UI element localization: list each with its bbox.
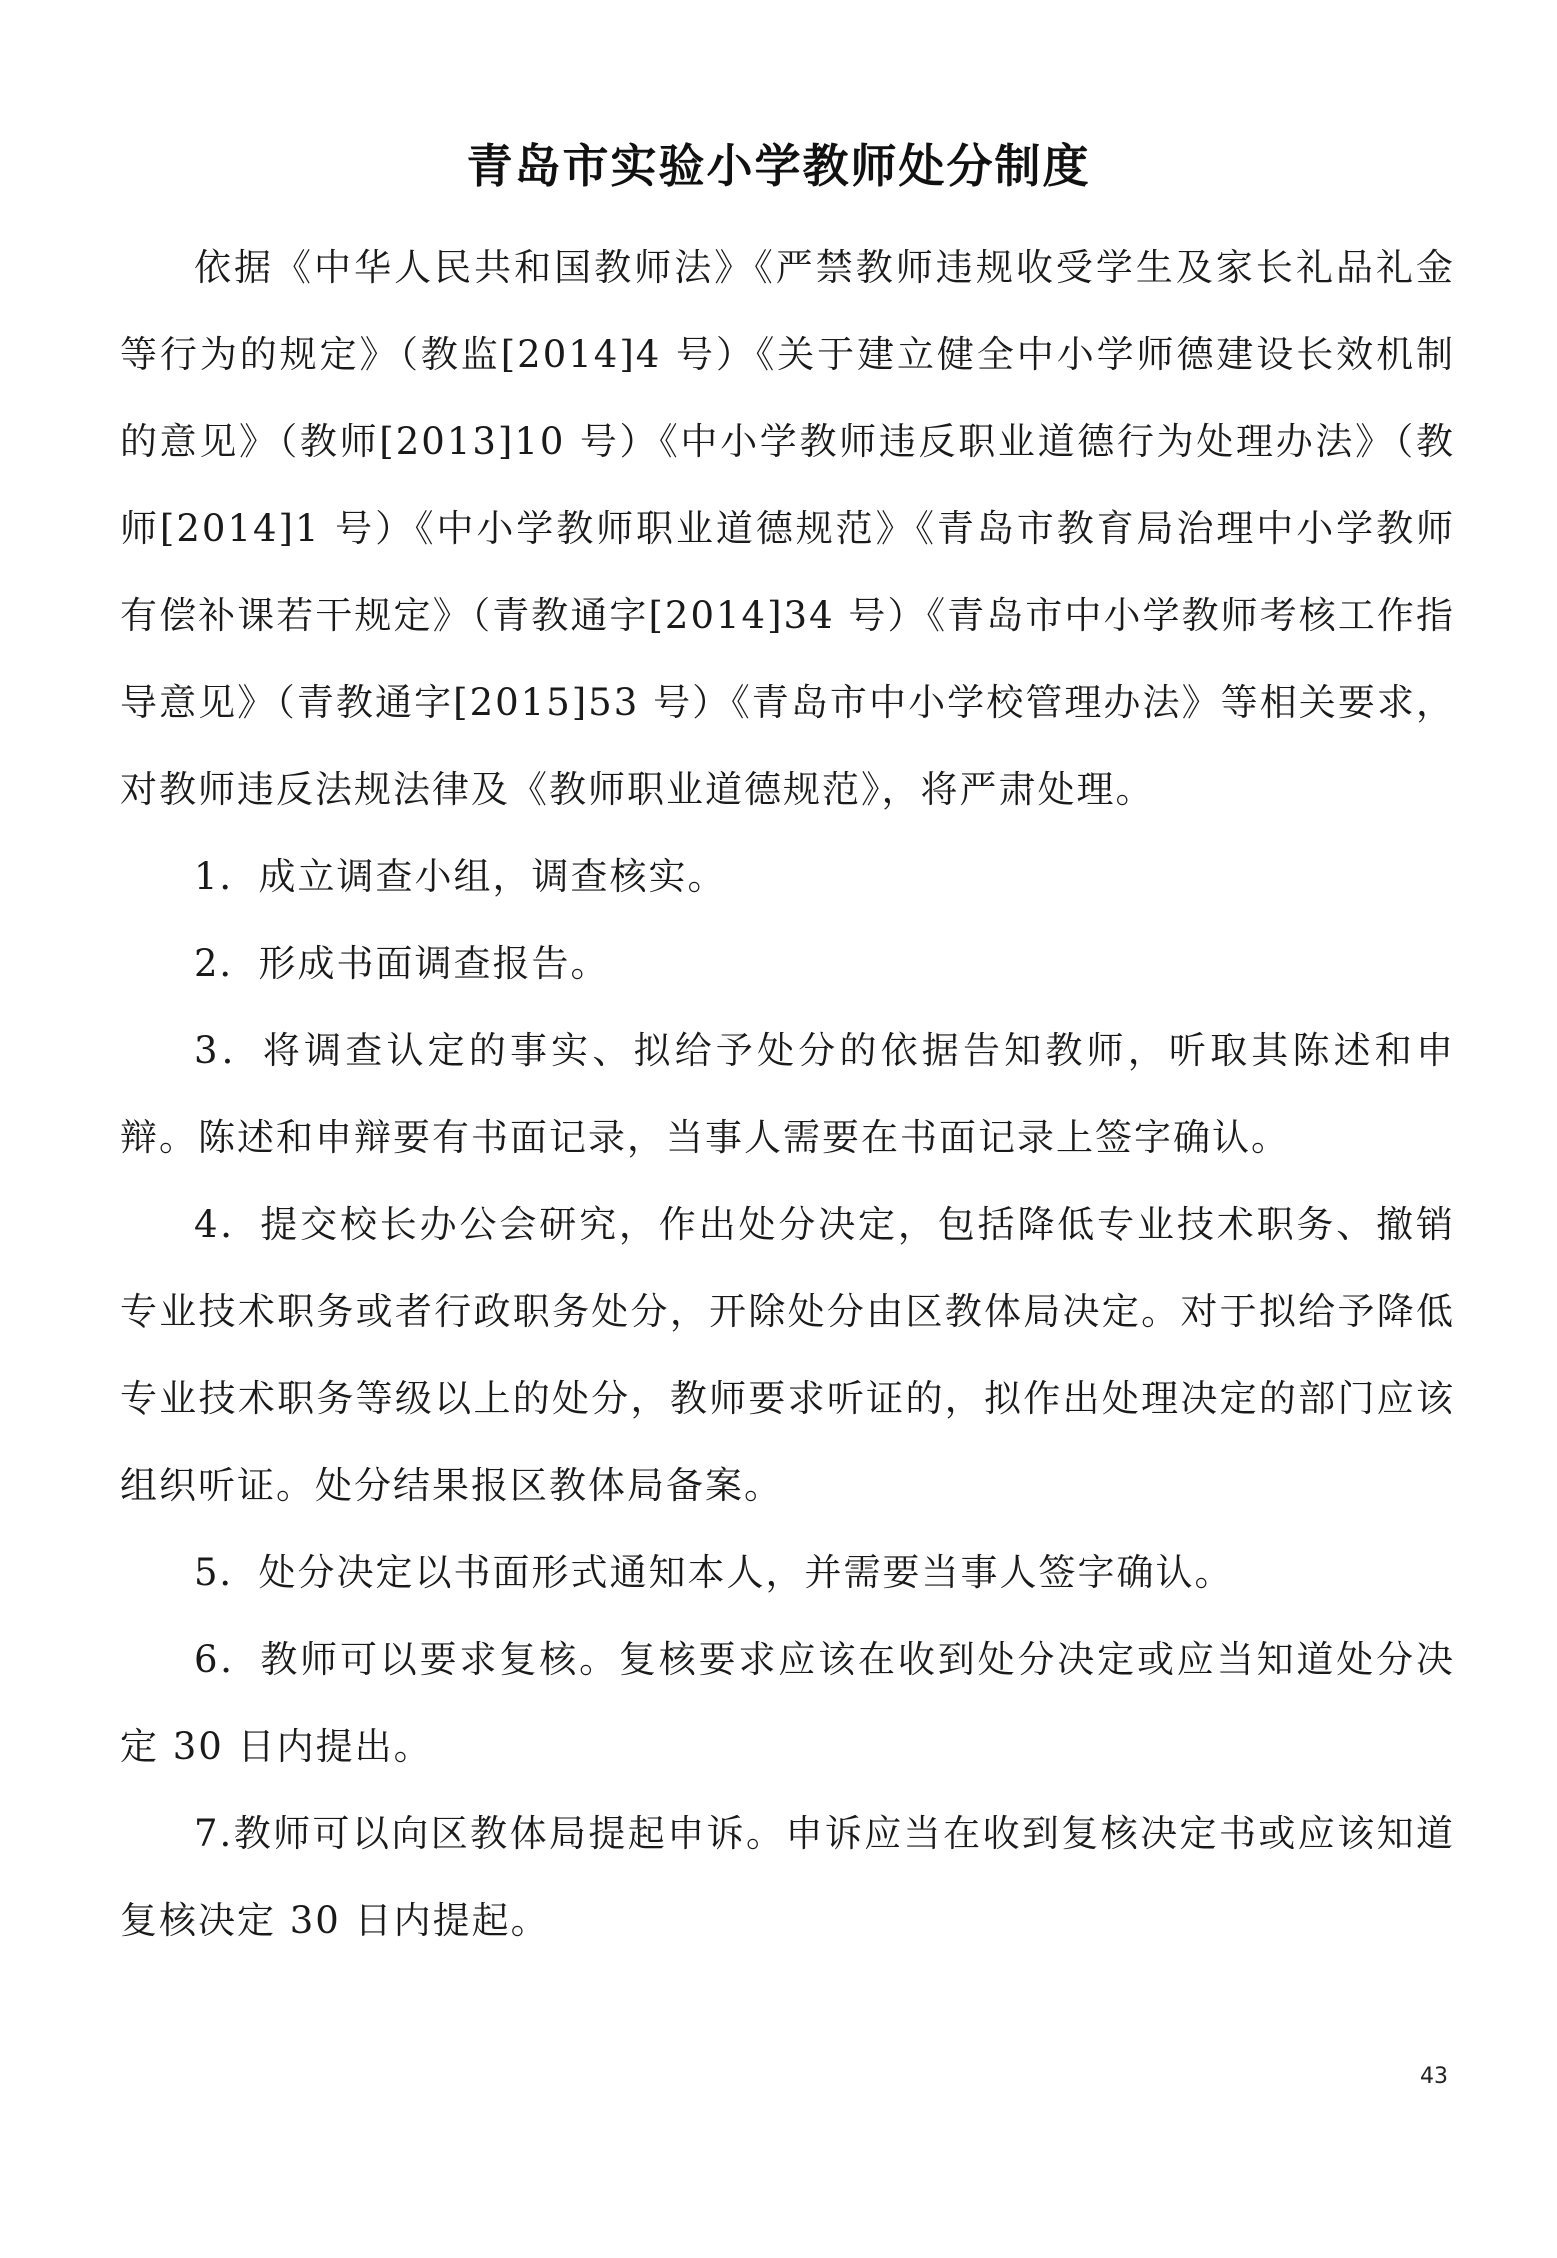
list-item-1: 1．成立调查小组，调查核实。: [194, 855, 727, 898]
list-item-3: 3．将调查认定的事实、拟给予处分的依据告知教师，听取其陈述和申辩。陈述和申辩要有书面记录，当事人需要在书面记录上签字确认。: [120, 1029, 1455, 1159]
intro-paragraph: 依据《中华人民共和国教师法》《严禁教师违规收受学生及家长礼品礼金等行为的规定》（教监[2014]4 号）《关于建立健全中小学师德建设长效机制的意见》（教师[2013]10 号）《中小学教师违反职业道德行为处理办法》（教师[2014]1 号）《中小学教师职业道德规范》《青岛市教育局治理中小学教师有偿补课若干规定》（青教通字[2014]34 号）《青岛市中小学教师考核工作指导意见》（青教通字[2015]53 号）《青岛市中小学校管理办法》等相关要求，对教师违反法规法律及《教师职业道德规范》，将严肃处理。: [120, 246, 1455, 811]
list-item-7: 7.教师可以向区教体局提起申诉。申诉应当在收到复核决定书或应该知道复核决定 30 日内提起。: [120, 1812, 1455, 1942]
document-body: [120, 224, 1455, 1964]
page-number: 43: [1420, 2064, 1448, 2089]
list-item-6: 6．教师可以要求复核。复核要求应该在收到处分决定或应当知道处分决定 30 日内提出。: [120, 1638, 1455, 1768]
list-item-4: 4．提交校长办公会研究，作出处分决定，包括降低专业技术职务、撤销专业技术职务或者行政职务处分，开除处分由区教体局决定。对于拟给予降低专业技术职务等级以上的处分，教师要求听证的，拟作出处理决定的部门应该组织听证。处分结果报区教体局备案。: [120, 1203, 1455, 1507]
document-title: 青岛市实验小学教师处分制度: [466, 139, 1091, 193]
list-item-5: 5．处分决定以书面形式通知本人，并需要当事人签字确认。: [194, 1551, 1234, 1594]
list-item-2: 2．形成书面调查报告。: [194, 942, 610, 985]
